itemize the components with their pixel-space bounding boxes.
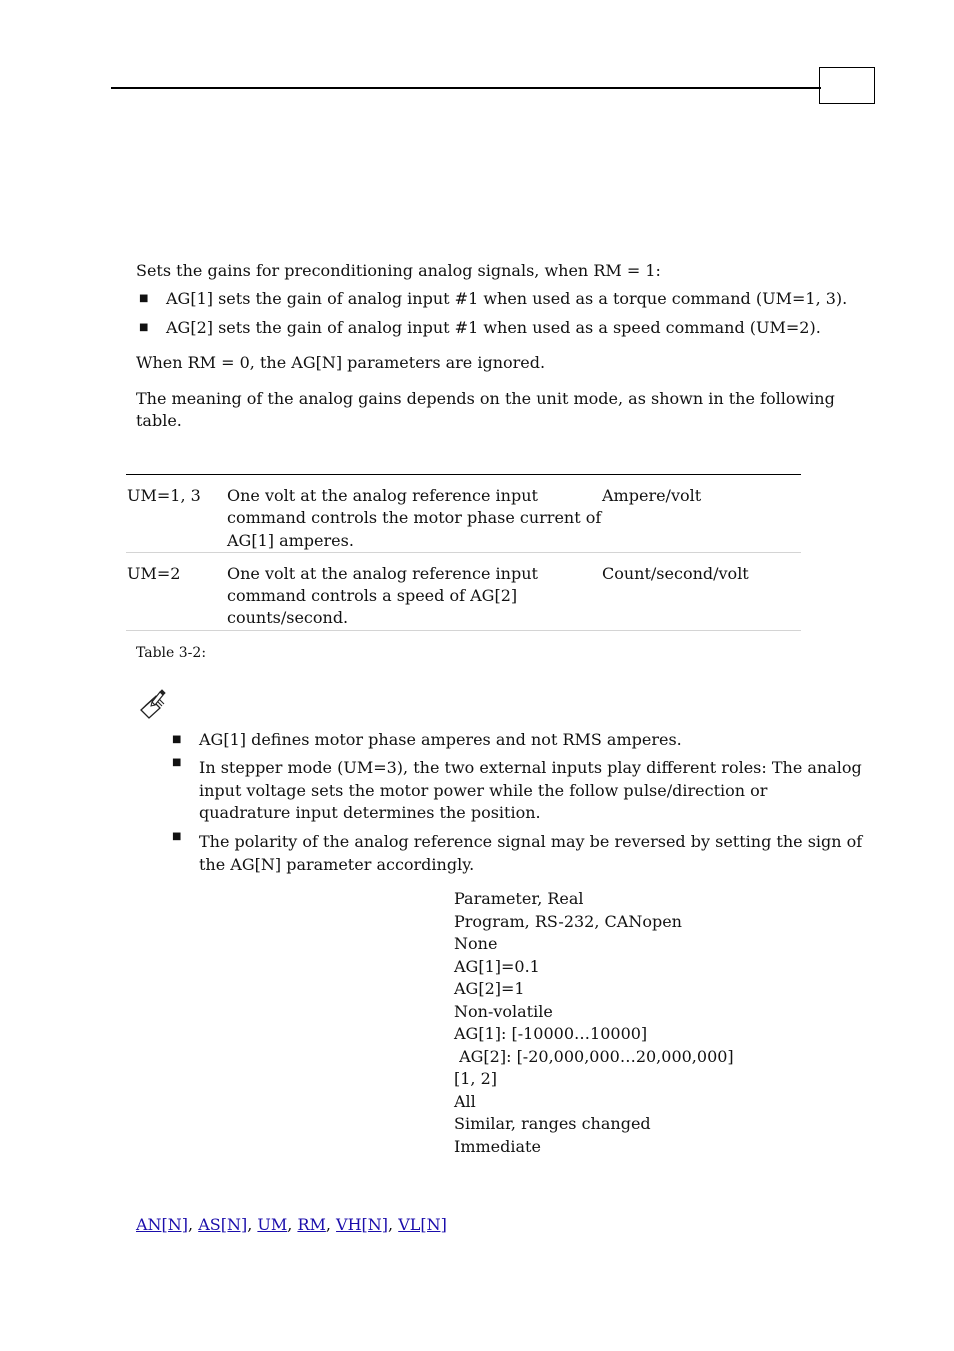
link-vh[interactable]: VH[N] — [336, 1215, 389, 1234]
bullet-text: AG[1] sets the gain of analog input #1 when used as a torque command (UM=1, 3). — [166, 289, 848, 308]
table-top-rule — [126, 474, 801, 475]
attribute-value: Non-volatile — [454, 1001, 553, 1021]
attribute-value: None — [454, 934, 498, 953]
attribute-value: [1, 2] — [454, 1069, 498, 1088]
table-cell-units: Ampere/volt — [602, 486, 702, 505]
attribute-value: Immediate — [454, 1136, 541, 1156]
note-pencil-icon — [138, 688, 166, 720]
table-cell-desc-line: command controls a speed of AG[2] — [227, 586, 518, 605]
attribute-value: All — [454, 1091, 476, 1111]
note-text-line: input voltage sets the motor power while the follow pulse/direction or — [199, 780, 768, 800]
rm-zero-text: When RM = 0, the AG[N] parameters are ignored. — [136, 353, 546, 372]
note-text-line: the AG[N] parameter accordingly. — [199, 854, 475, 874]
attribute-value: AG[1]=0.1 — [454, 956, 540, 976]
attribute-value: Parameter, Real — [454, 889, 584, 908]
note-text-line: The polarity of the analog reference signal may be reversed by setting the sign of — [199, 832, 863, 851]
bullet-square-icon: ■ — [172, 757, 182, 768]
note-item-3 — [172, 831, 863, 876]
table-cell-units: Count/second/volt — [602, 564, 749, 583]
bullet-square-icon: ■ — [172, 734, 182, 745]
table-cell-desc-line: AG[1] amperes. — [227, 531, 354, 550]
table-cell-mode: UM=2 — [127, 564, 181, 583]
attribute-value: Program, RS-232, CANopen — [454, 911, 682, 931]
attribute-value: AG[2]: [-20,000,000…20,000,000] — [454, 1046, 734, 1066]
note-item-2 — [172, 757, 862, 825]
description-bullet-2 — [139, 317, 821, 340]
page-number-box — [819, 67, 875, 104]
link-as[interactable]: AS[N] — [198, 1215, 248, 1234]
link-rm[interactable]: RM — [297, 1215, 326, 1234]
note-item-1 — [172, 729, 682, 752]
table-cell-mode: UM=1, 3 — [127, 486, 201, 505]
link-an[interactable]: AN[N] — [136, 1215, 189, 1234]
meaning-text-line-2: table. — [136, 411, 182, 430]
bullet-square-icon: ■ — [172, 831, 182, 842]
header-rule — [111, 87, 821, 89]
table-cell-desc-line: counts/second. — [227, 608, 349, 627]
bullet-square-icon: ■ — [139, 322, 149, 333]
table-row-separator — [126, 552, 801, 553]
link-separator: , — [287, 1215, 298, 1234]
note-text-line: quadrature input determines the position. — [199, 803, 541, 822]
bullet-square-icon: ■ — [139, 293, 149, 304]
table-caption: Table 3-2: — [136, 645, 207, 661]
bullet-text: AG[2] sets the gain of analog input #1 when used as a speed command (UM=2). — [166, 318, 821, 337]
table-cell-desc-line: One volt at the analog reference input — [227, 486, 538, 505]
attribute-value: AG[1]: [-10000…10000] — [454, 1024, 648, 1043]
table-cell-desc-line: command controls the motor phase current of — [227, 508, 602, 527]
note-text-line: In stepper mode (UM=3), the two external inputs play different roles: The analog — [199, 758, 862, 777]
link-vl[interactable]: VL[N] — [398, 1215, 447, 1234]
link-um[interactable]: UM — [257, 1215, 288, 1234]
link-separator: , — [188, 1215, 199, 1234]
table-bottom-rule — [126, 630, 801, 631]
attribute-values — [454, 888, 734, 1158]
description-bullet-1 — [139, 288, 848, 311]
attribute-value: Similar, ranges changed — [454, 1114, 651, 1133]
meaning-text-line-1: The meaning of the analog gains depends on the unit mode, as shown in the following — [136, 389, 835, 408]
description-intro: Sets the gains for preconditioning analog signals, when RM = 1: — [136, 261, 661, 280]
link-separator: , — [388, 1215, 399, 1234]
attribute-value: AG[2]=1 — [454, 979, 525, 998]
link-separator: , — [325, 1215, 337, 1234]
table-cell-desc-line: One volt at the analog reference input — [227, 564, 538, 583]
note-text: AG[1] defines motor phase amperes and not RMS amperes. — [199, 730, 682, 749]
link-separator: , — [247, 1215, 258, 1234]
see-also-links — [136, 1214, 447, 1237]
